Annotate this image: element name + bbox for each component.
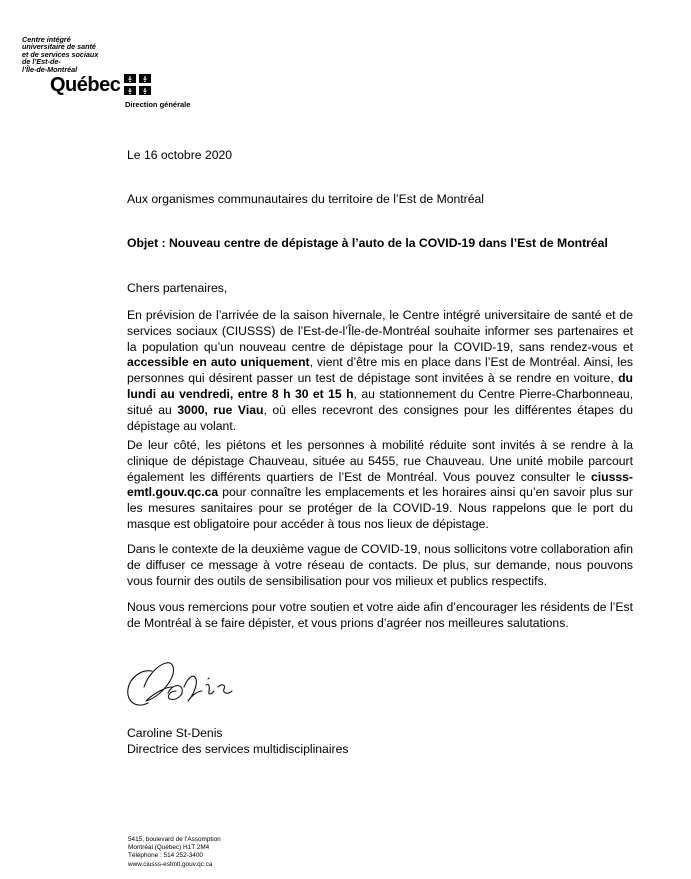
- org-line: Centre intégré: [22, 35, 71, 44]
- quebec-wordmark: Québec: [50, 74, 121, 96]
- letter-date: Le 16 octobre 2020: [127, 148, 233, 162]
- footer-line: 5415, boulevard de l’Assomption: [128, 836, 221, 843]
- organization-name: [22, 36, 98, 73]
- letter-recipient: Aux organismes communautaires du territoire de l’Est de Montréal: [127, 192, 484, 206]
- handwritten-signature: [122, 657, 244, 715]
- paragraph-1: En prévision de l’arrivée de la saison hivernale, le Centre intégré universitaire de santé et de services sociaux (CIUSSS) de l’Est-de-l’Île-de-Montréal souhaite informer ses partenaires et la population qu’un nouveau centre de dépistage pour la COVID-19, sans rendez-vous et accessible en auto uniquement, vient d’être mis en place dans l’Est de Montréal. Ainsi, les personnes qui désirent passer un test de dépistage sont invitées à se rendre en voiture, du lundi au vendredi, entre 8 h 30 et 15 h, au stationnement du Centre Pierre-Charbonneau, situé au 3000, rue Viau, où elles recevront des consignes pour les différentes étapes du dépistage au volant.: [127, 308, 634, 433]
- bold-text: accessible en auto uniquement: [127, 355, 310, 370]
- org-line: universitaire de santé: [22, 42, 96, 52]
- department-name: Direction générale: [125, 100, 191, 109]
- signer-name: Caroline St-Denis: [127, 726, 223, 740]
- footer-line: Montréal (Québec) H1T 2M4: [128, 844, 210, 852]
- org-line: de l’Est-de-: [22, 57, 61, 67]
- org-line: et de services sociaux: [22, 49, 99, 59]
- footer-website[interactable]: www.ciusss-estmtl.gouv.qc.ca: [128, 860, 213, 868]
- paragraph-4: Nous vous remercions pour votre soutien et votre aide afin d’encourager les résidents de l’Est de Montréal à se faire dépister, et vous prions d’agréer nos meilleures salutations.: [127, 600, 633, 630]
- letter-greeting: Chers partenaires,: [127, 281, 228, 295]
- website-link[interactable]: ciusss-emtl.gouv.qc.ca: [127, 469, 633, 500]
- org-line: l’Île-de-Montréal: [22, 64, 78, 74]
- signer-title: Directrice des services multidisciplinaires: [127, 742, 349, 756]
- letter-subject: Objet : Nouveau centre de dépistage à l’auto de la COVID-19 dans l’Est de Montréal: [127, 236, 608, 250]
- paragraph-2: De leur côté, les piétons et les personnes à mobilité réduite sont invités à se rendre à la clinique de dépistage Chauveau, située au 5455, rue Chauveau. Une unité mobile parcourt également les différents quartiers de l’Est de Montréal. Vous pouvez consulter le ciusss-emtl.gouv.qc.ca pour connaître les emplacements et les horaires ainsi qu’en savoir plus sur les mesures sanitaires pour se protéger de la COVID-19. Nous rappelons que le port du masque est obligatoire pour accéder à tous nos lieux de dépistage.: [127, 438, 633, 531]
- paragraph-3: Dans le contexte de la deuxième vague de COVID-19, nous sollicitons votre collaboration afin de diffuser ce message à votre réseau de contacts. De plus, sur demande, nous pouvons vous fournir des outils de sensibilisation pour vos milieux et publics respectifs.: [127, 542, 633, 588]
- quebec-logo: [50, 73, 154, 97]
- bold-text: 3000, rue Viau: [177, 402, 264, 417]
- bold-text: du lundi au vendredi, entre 8 h 30 et 15 h: [127, 371, 633, 401]
- footer-address: [128, 836, 221, 869]
- fleur-de-lis-flag-icon: [124, 74, 154, 96]
- footer-line: Téléphone : 514 252-3400: [128, 852, 203, 860]
